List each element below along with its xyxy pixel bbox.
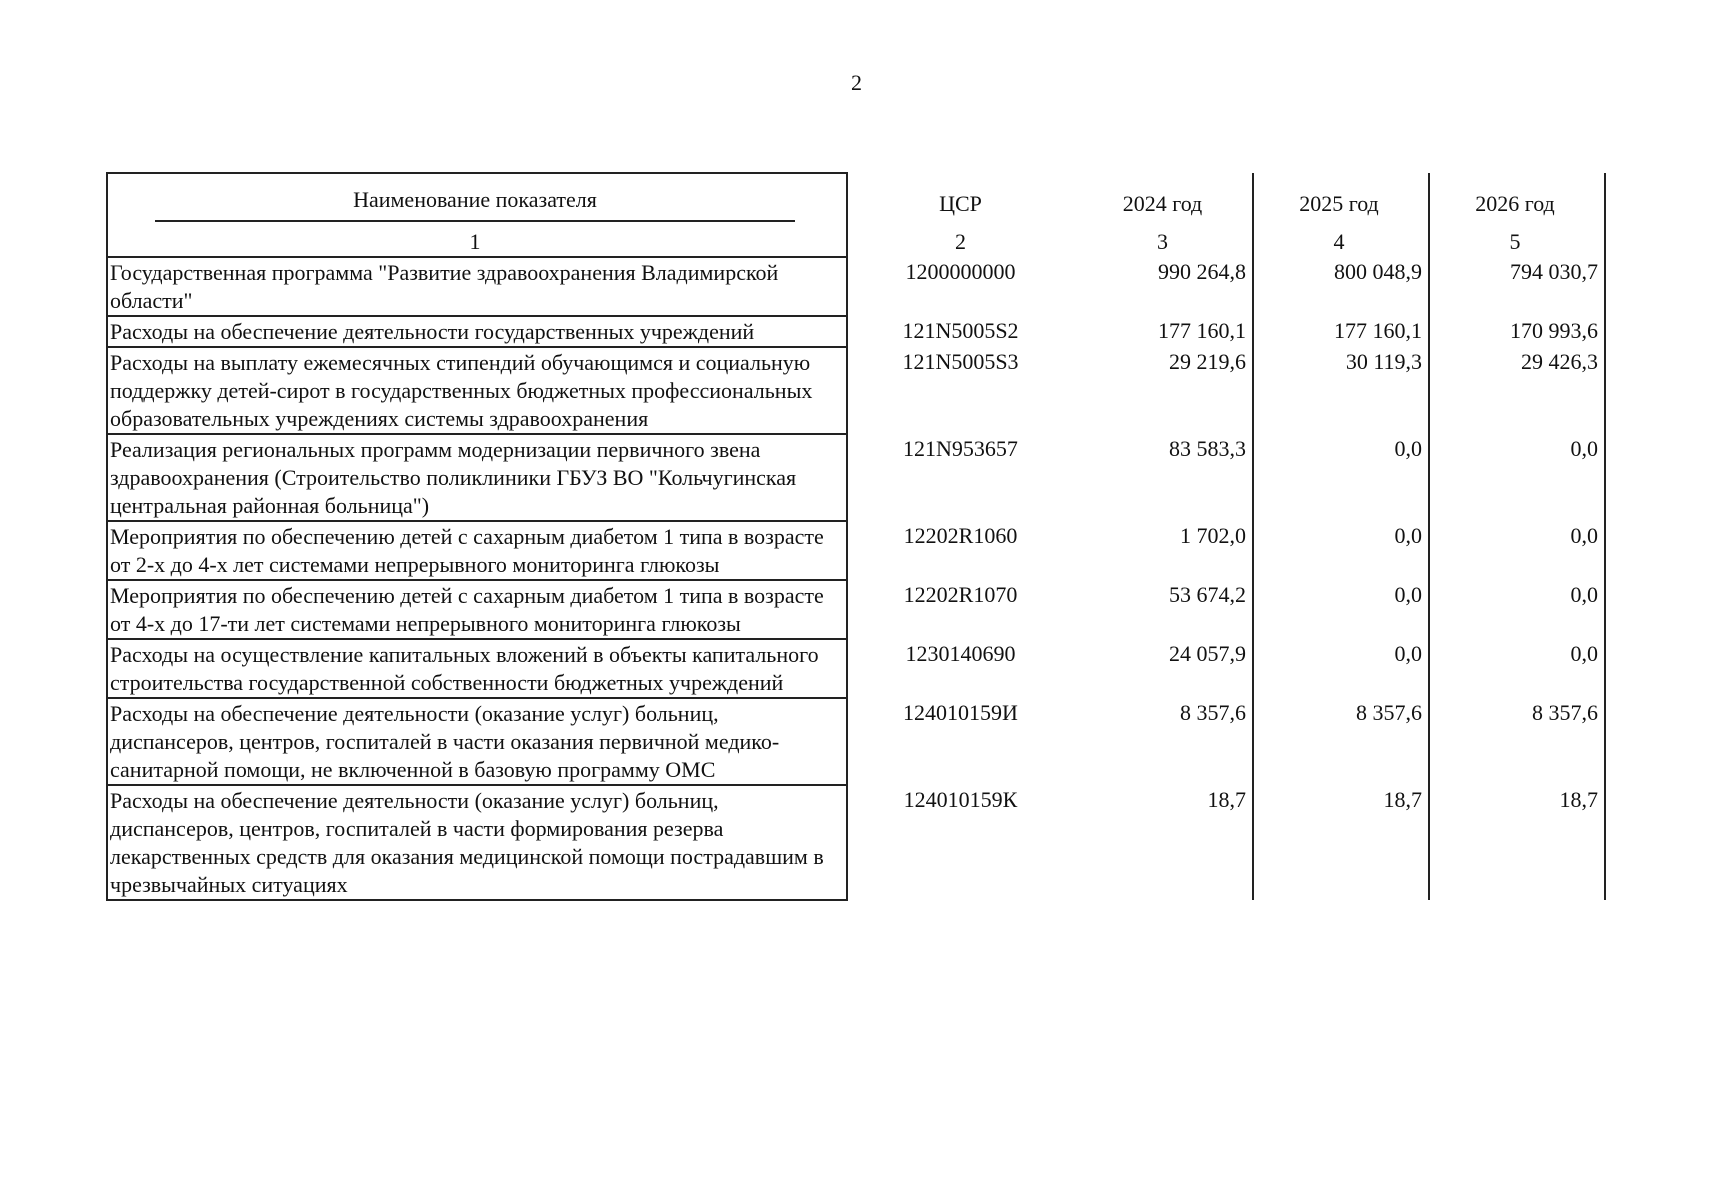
row-value-2025: 0,0 [1253,434,1429,521]
row-value-2026: 0,0 [1429,521,1605,580]
column-number-2: 2 [955,229,966,254]
row-csr: 121N953657 [903,436,1018,461]
table-row [107,434,1605,521]
row-value-2025: 8 357,6 [1253,698,1429,785]
row-value-2026: 170 993,6 [1429,316,1605,347]
row-value-2024: 29 219,6 [1077,347,1253,434]
row-value-2025: 177 160,1 [1253,316,1429,347]
table-row [107,257,1605,316]
row-value-2025: 30 119,3 [1253,347,1429,434]
header-row [107,173,1605,228]
header-underline [155,220,795,222]
row-csr: 12202R1060 [903,523,1018,548]
row-value-2026: 29 426,3 [1429,347,1605,434]
header-2024: 2024 год [1077,173,1253,228]
row-name: Расходы на обеспечение деятельности (оказание услуг) больниц, диспансеров, центров, госпиталей в части оказания первичной медико-санитарной помощи, не включенной в базовую программу ОМС [107,698,847,785]
row-value-2024: 1 702,0 [1077,521,1253,580]
row-csr: 121N5005S2 [902,318,1019,343]
row-value-2024: 990 264,8 [1077,257,1253,316]
header-2025: 2025 год [1253,173,1429,228]
header-csr: ЦСР [939,190,982,216]
row-name: Мероприятия по обеспечению детей с сахарным диабетом 1 типа в возрасте от 2-х до 4-х лет системами непрерывного мониторинга глюкозы [107,521,847,580]
row-name: Реализация региональных программ модернизации первичного звена здравоохранения (Строительство поликлиники ГБУЗ ВО "Кольчугинская центральная районная больница") [107,434,847,521]
row-value-2024: 24 057,9 [1077,639,1253,698]
row-csr: 1230140690 [905,641,1016,666]
row-name: Расходы на выплату ежемесячных стипендий обучающимся и социальную поддержку детей-сирот в государственных бюджетных профессиональных образовательных учреждениях системы здравоохранения [107,347,847,434]
table-row [107,316,1605,347]
row-csr: 124010159К [903,787,1018,812]
row-value-2025: 0,0 [1253,580,1429,639]
table-row [107,698,1605,785]
column-number-4: 4 [1253,228,1429,257]
row-value-2026: 18,7 [1429,785,1605,900]
row-value-2024: 8 357,6 [1077,698,1253,785]
row-name: Расходы на осуществление капитальных вложений в объекты капитального строительства государственной собственности бюджетных учреждений [107,639,847,698]
header-name-cell [107,173,847,228]
table-header [107,173,1605,257]
column-number-5: 5 [1429,228,1605,257]
row-value-2024: 83 583,3 [1077,434,1253,521]
row-name: Расходы на обеспечение деятельности (оказание услуг) больниц, диспансеров, центров, госпиталей в части формирования резерва лекарственных средств для оказания медицинской помощи пострадавшим в чрезвычайных ситуациях [107,785,847,900]
row-value-2026: 0,0 [1429,639,1605,698]
table-body [107,257,1605,900]
table-row [107,347,1605,434]
row-value-2025: 800 048,9 [1253,257,1429,316]
row-csr: 1200000000 [905,259,1016,284]
column-number-3: 3 [1077,228,1253,257]
row-value-2025: 18,7 [1253,785,1429,900]
page-number: 2 [851,70,862,95]
column-number-1: 1 [107,228,847,257]
row-value-2024: 177 160,1 [1077,316,1253,347]
row-value-2026: 794 030,7 [1429,257,1605,316]
budget-table [106,172,1606,901]
row-name: Государственная программа "Развитие здравоохранения Владимирской области" [107,257,847,316]
row-value-2025: 0,0 [1253,521,1429,580]
row-value-2026: 0,0 [1429,434,1605,521]
header-2026: 2026 год [1429,173,1605,228]
row-csr: 124010159И [903,700,1018,725]
table-row [107,785,1605,900]
row-value-2026: 0,0 [1429,580,1605,639]
row-value-2024: 18,7 [1077,785,1253,900]
row-value-2024: 53 674,2 [1077,580,1253,639]
table-row [107,639,1605,698]
row-name: Расходы на обеспечение деятельности государственных учреждений [107,316,847,347]
table-row [107,580,1605,639]
row-value-2026: 8 357,6 [1429,698,1605,785]
header-name: Наименование показателя [353,187,597,212]
table-row [107,521,1605,580]
row-name: Мероприятия по обеспечению детей с сахарным диабетом 1 типа в возрасте от 4-х до 17-ти лет системами непрерывного мониторинга глюкозы [107,580,847,639]
column-number-row [107,228,1605,257]
row-csr: 12202R1070 [903,582,1018,607]
row-csr: 121N5005S3 [902,349,1019,374]
row-value-2025: 0,0 [1253,639,1429,698]
